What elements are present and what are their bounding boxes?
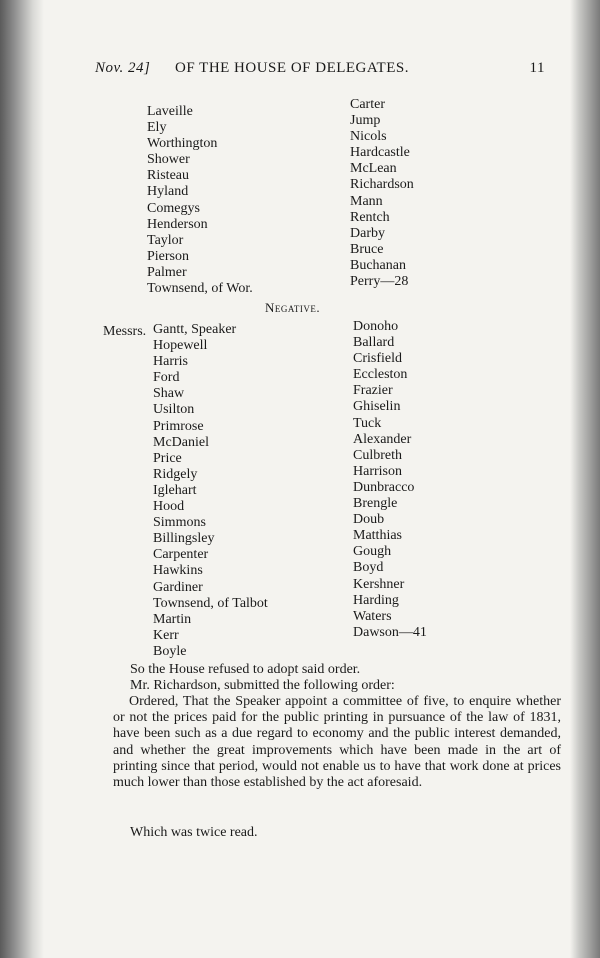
member-name: Worthington [147,136,218,152]
member-name: Shaw [153,386,185,402]
member-name: Frazier [353,383,393,399]
member-name: Harris [153,354,188,370]
affirmative-left-column [147,104,253,297]
member-name: Palmer [147,264,187,280]
member-name: Ridgely [153,466,198,482]
member-name: Martin [153,611,192,627]
member-name: Ford [153,370,180,386]
member-name: Laveille [147,104,193,119]
member-name: Waters [353,608,392,624]
member-name: Nicols [350,129,387,145]
member-name: Culbreth [353,447,402,463]
member-name: Crisfield [353,351,402,367]
member-name: Risteau [147,168,189,184]
messrs-label: Messrs. [103,324,147,339]
page-number: 11 [529,60,545,76]
member-name: Comegys [147,200,200,216]
member-name: Perry—28 [350,274,409,290]
member-name: Ballard [353,335,395,351]
member-name: Dunbracco [353,479,415,495]
member-name: McDaniel [153,434,209,450]
member-name: Townsend, of Wor. [147,281,253,297]
member-name: Darby [350,225,385,241]
member-name: Boyle [153,643,187,659]
submitted-line: Mr. Richardson, submitted the following order: [130,678,395,693]
scan-edge-right [570,0,600,958]
member-name: Boyd [353,560,384,576]
member-name: Bruce [350,241,384,257]
member-name: Hyland [147,184,189,200]
negative-right-column [353,319,427,641]
negative-left-column [153,322,268,660]
member-name: Carter [350,97,385,112]
member-name: Hardcastle [350,145,410,161]
member-name: Jump [350,113,381,129]
member-name: Henderson [147,216,208,232]
member-name: Ghiselin [353,399,401,415]
member-name: Brengle [353,496,398,512]
member-name: Gough [353,544,392,560]
member-name: Richardson [350,177,414,193]
read-line: Which was twice read. [130,825,258,840]
member-name: Donoho [353,319,399,334]
member-name: Hawkins [153,563,203,579]
member-name: Pierson [147,248,189,264]
member-name: Ely [147,120,167,136]
member-name: Townsend, of Talbot [153,595,268,611]
header-title: OF THE HOUSE OF DELEGATES. [175,60,409,76]
order-text: Ordered, That the Speaker appoint a committee of five, to enquire whether or not the prices paid for the public printing in pursuance of the law of 1831, have been such as a due regard to economy and the public interest demanded, and whether the great improvements which have been made in the art of printing since that period, would not enable us to have that work done at prices much lower than those established by the act aforesaid. [113,694,561,791]
member-name: Primrose [153,418,204,434]
member-name: Gantt, Speaker [153,322,237,337]
member-name: Harrison [353,463,402,479]
refused-line: So the House refused to adopt said order. [130,662,361,677]
member-name: Doub [353,512,385,528]
member-name: Tuck [353,415,382,431]
scan-edge-left [0,0,44,958]
member-name: Iglehart [153,482,197,498]
affirmative-right-column [350,97,414,290]
member-name: Kershner [353,576,405,592]
member-name: Hopewell [153,338,208,354]
member-name: Carpenter [153,547,209,563]
member-name: Kerr [153,627,179,643]
member-name: Rentch [350,209,390,225]
member-name: Harding [353,592,399,608]
member-name: Alexander [353,431,412,447]
member-name: McLean [350,161,397,177]
member-name: Dawson—41 [353,624,427,640]
member-name: Simmons [153,515,206,531]
header-date: Nov. 24] [95,60,151,76]
member-name: Eccleston [353,367,408,383]
member-name: Price [153,450,182,466]
member-name: Shower [147,152,190,168]
member-name: Buchanan [350,257,406,273]
negative-heading: Negative. [265,300,321,315]
order-paragraph [113,694,561,791]
member-name: Mann [350,193,383,209]
member-name: Billingsley [153,531,215,547]
member-name: Hood [153,499,185,515]
member-name: Taylor [147,232,184,248]
member-name: Usilton [153,402,195,418]
member-name: Matthias [353,528,402,544]
document-page [55,0,565,958]
member-name: Gardiner [153,579,203,595]
